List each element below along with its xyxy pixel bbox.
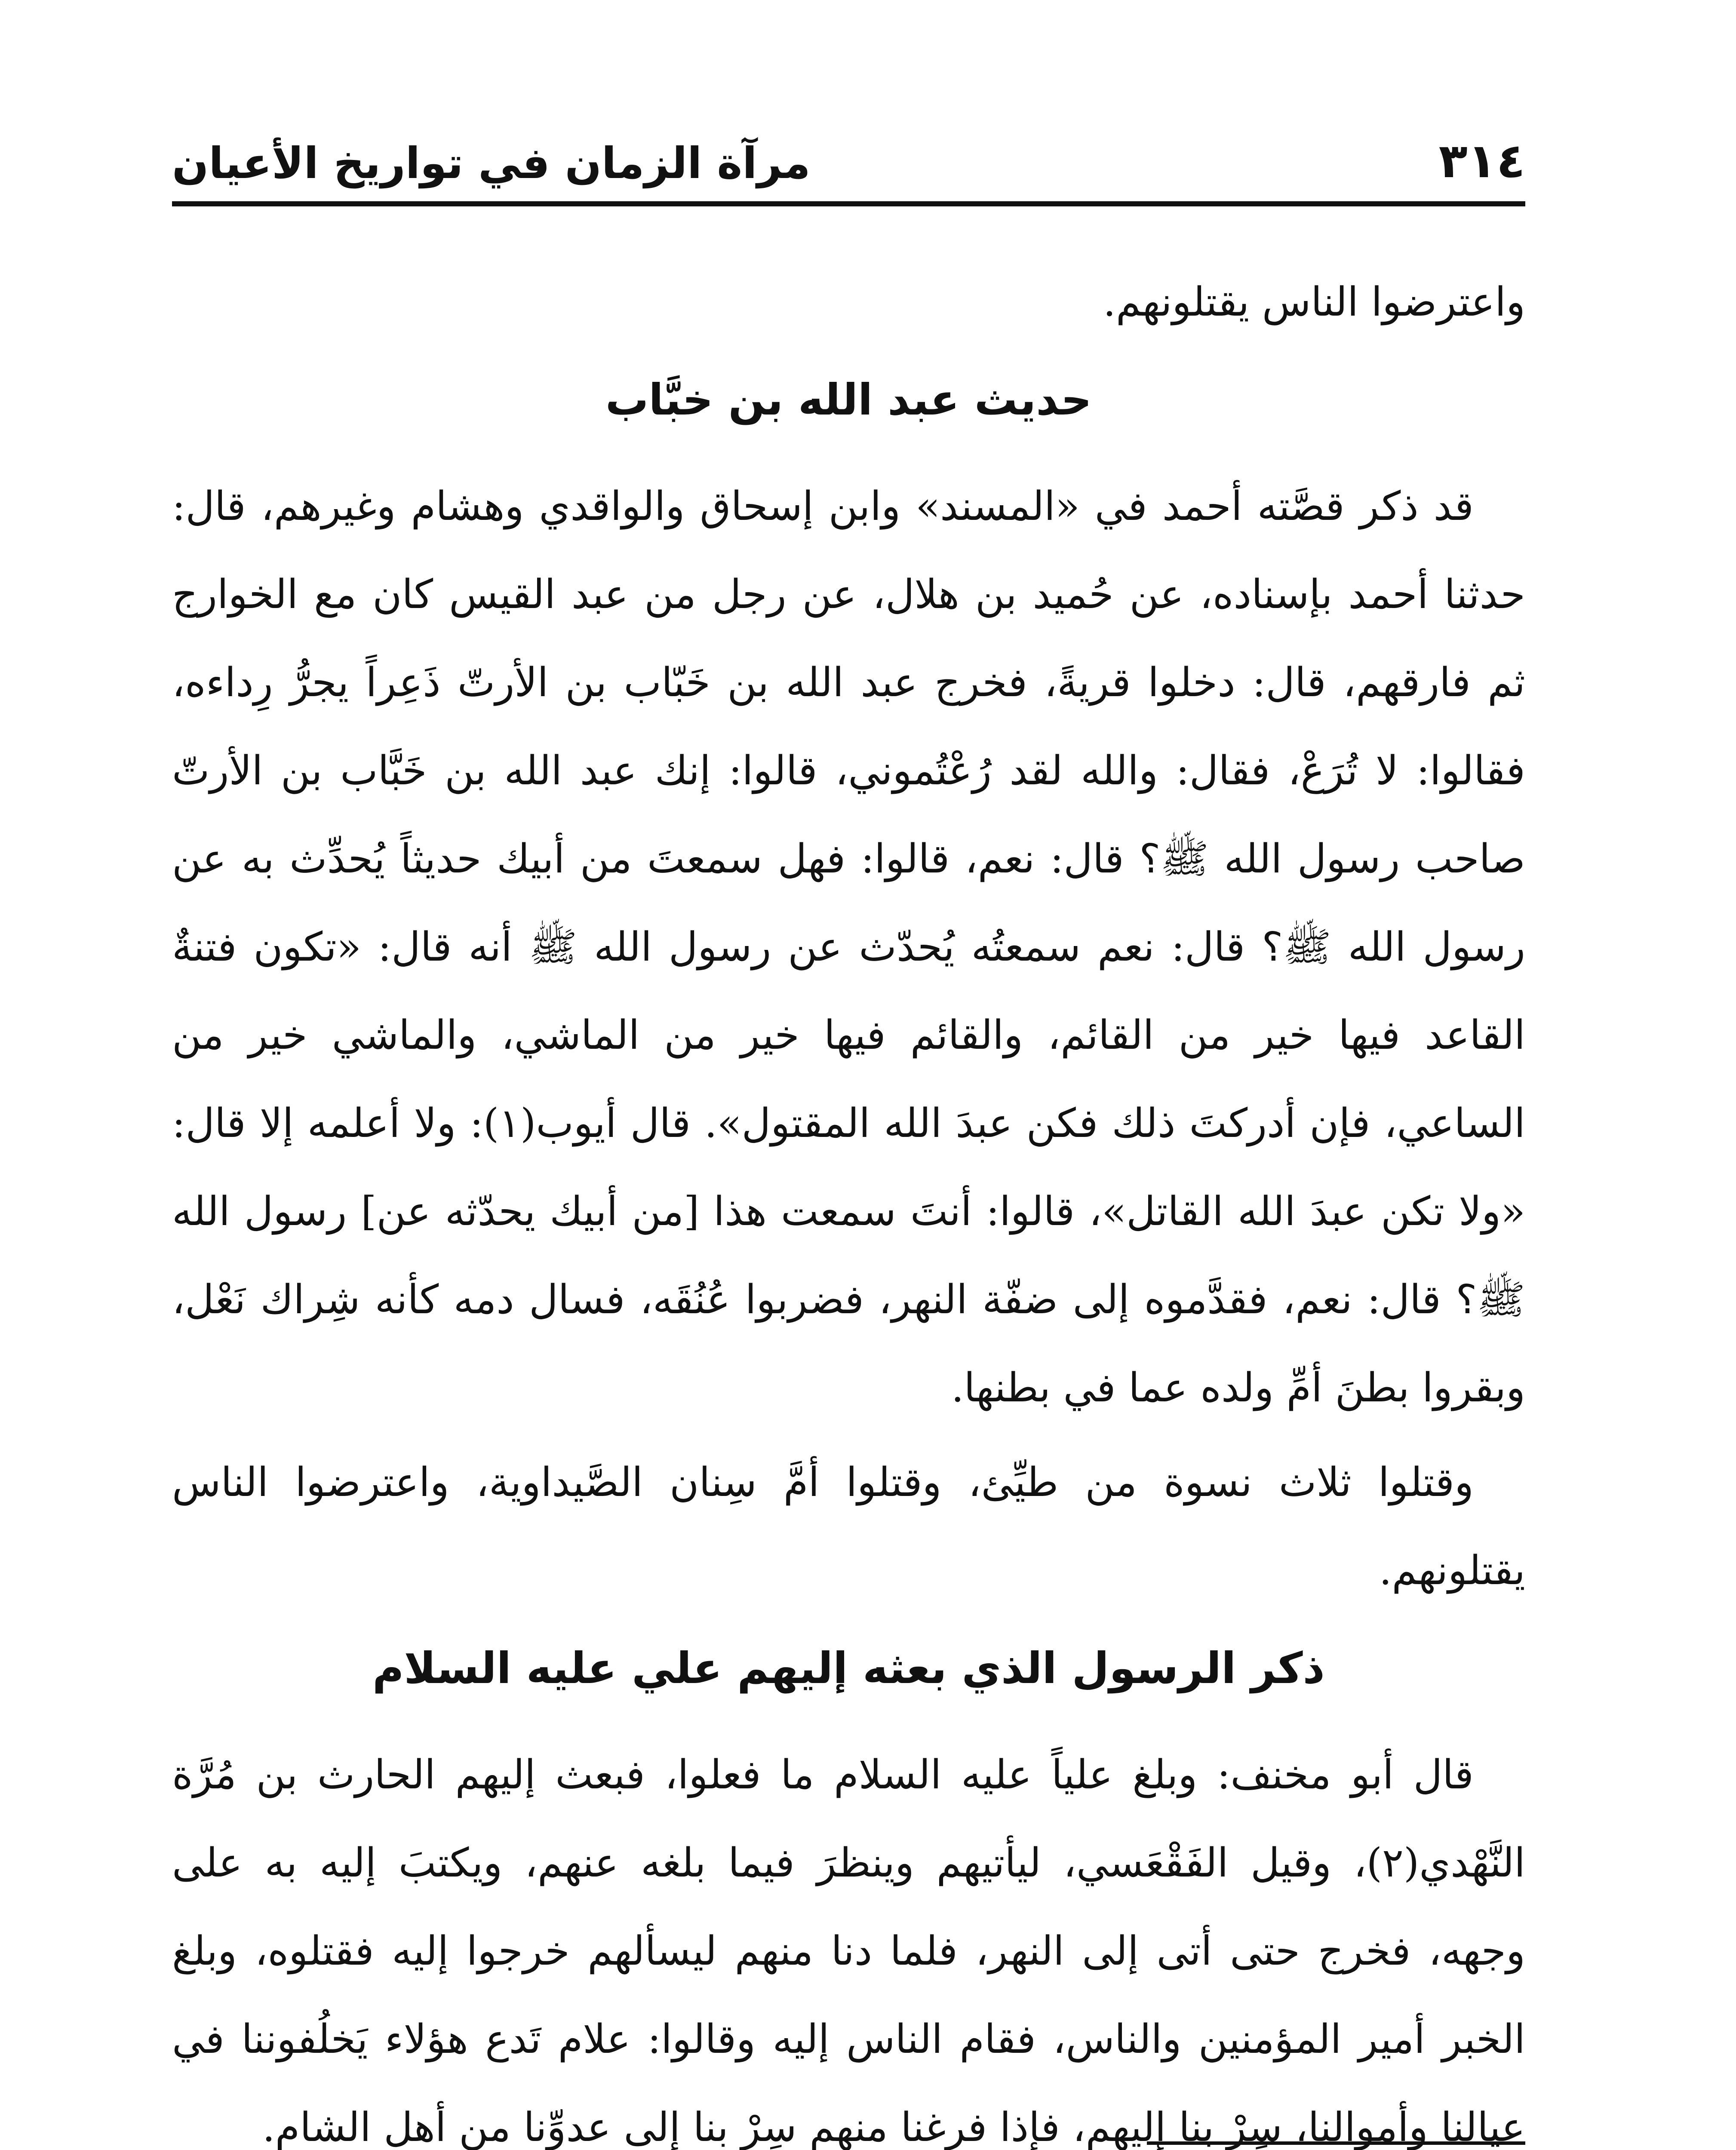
page-header bbox=[172, 133, 1525, 206]
paragraph-2: وقتلوا ثلاث نسوة من طيِّئ، وقتلوا أمَّ سِنان الصَّيداوية، واعترضوا الناس يقتلونهم. bbox=[172, 1459, 1525, 1594]
footnote-divider bbox=[1147, 2141, 1525, 2145]
paragraph-1: قد ذكر قصَّته أحمد في «المسند» وابن إسحاق والواقدي وهشام وغيرهم، قال: حدثنا أحمد بإسناده، عن حُميد بن هلال، عن رجل من عبد القيس كان مع الخوارج ثم فارقهم، قال: دخلوا قريةً، فخرج عبد الله بن خَبّاب بن الأرتّ ذَعِراً يجرُّ رِداءه، فقالوا: لا تُرَعْ، فقال: والله لقد رُعْتُموني، قالوا: إنك عبد الله بن خَبَّاب بن الأرتّ صاحب رسول الله ﷺ؟ قال: نعم، قالوا: فهل سمعتَ من أبيك حديثاً يُحدِّث به عن رسول الله ﷺ؟ قال: نعم سمعتُه يُحدّث عن رسول الله ﷺ أنه قال: «تكون فتنةٌ القاعد فيها خير من القائم، والقائم فيها خير من الماشي، والماشي خير من الساعي، فإن أدركتَ ذلك فكن عبدَ الله المقتول». قال أيوب(١): ولا أعلمه إلا قال: «ولا تكن عبدَ الله القاتل»، قالوا: أنتَ سمعت هذا [من أبيك يحدّثه عن] رسول الله ﷺ؟ قال: نعم، فقدَّموه إلى ضفّة النهر، فضربوا عُنُقَه، فسال دمه كأنه شِراك نَعْل، وبقروا بطنَ أمِّ ولده عما في بطنها. bbox=[172, 483, 1526, 1411]
running-title: مرآة الزمان في تواريخ الأعيان bbox=[172, 138, 811, 188]
body-text bbox=[172, 258, 1525, 2150]
paragraph-3: قال أبو مخنف: وبلغ علياً عليه السلام ما فعلوا، فبعث إليهم الحارث بن مُرَّة النَّهْدي(٢)، وقيل الفَقْعَسي، ليأتيهم وينظرَ فيما بلغه عنهم، ويكتبَ إليه به على وجهه، فخرج حتى أتى إلى النهر، فلما دنا منهم ليسألهم خرجوا إليه فقتلوه، وبلغ الخبر أمير المؤمنين والناس، فقام الناس إليه وقالوا: علام تَدع هؤلاء يَخلُفوننا في عيالنا وأموالنا، سِرْ بنا إليهم، فإذا فرغنا منهم سِرْ بنا إلى عدوِّنا من أهل الشام. bbox=[172, 1751, 1525, 2150]
section-heading-2: ذكر الرسول الذي بعثه إليهم علي عليه السلام bbox=[372, 1643, 1325, 1693]
page-number: ٣١٤ bbox=[1438, 133, 1525, 188]
paragraph-0: واعترضوا الناس يقتلونهم. bbox=[1103, 279, 1525, 325]
section-heading-1: حديث عبد الله بن خبَّاب bbox=[605, 375, 1092, 425]
